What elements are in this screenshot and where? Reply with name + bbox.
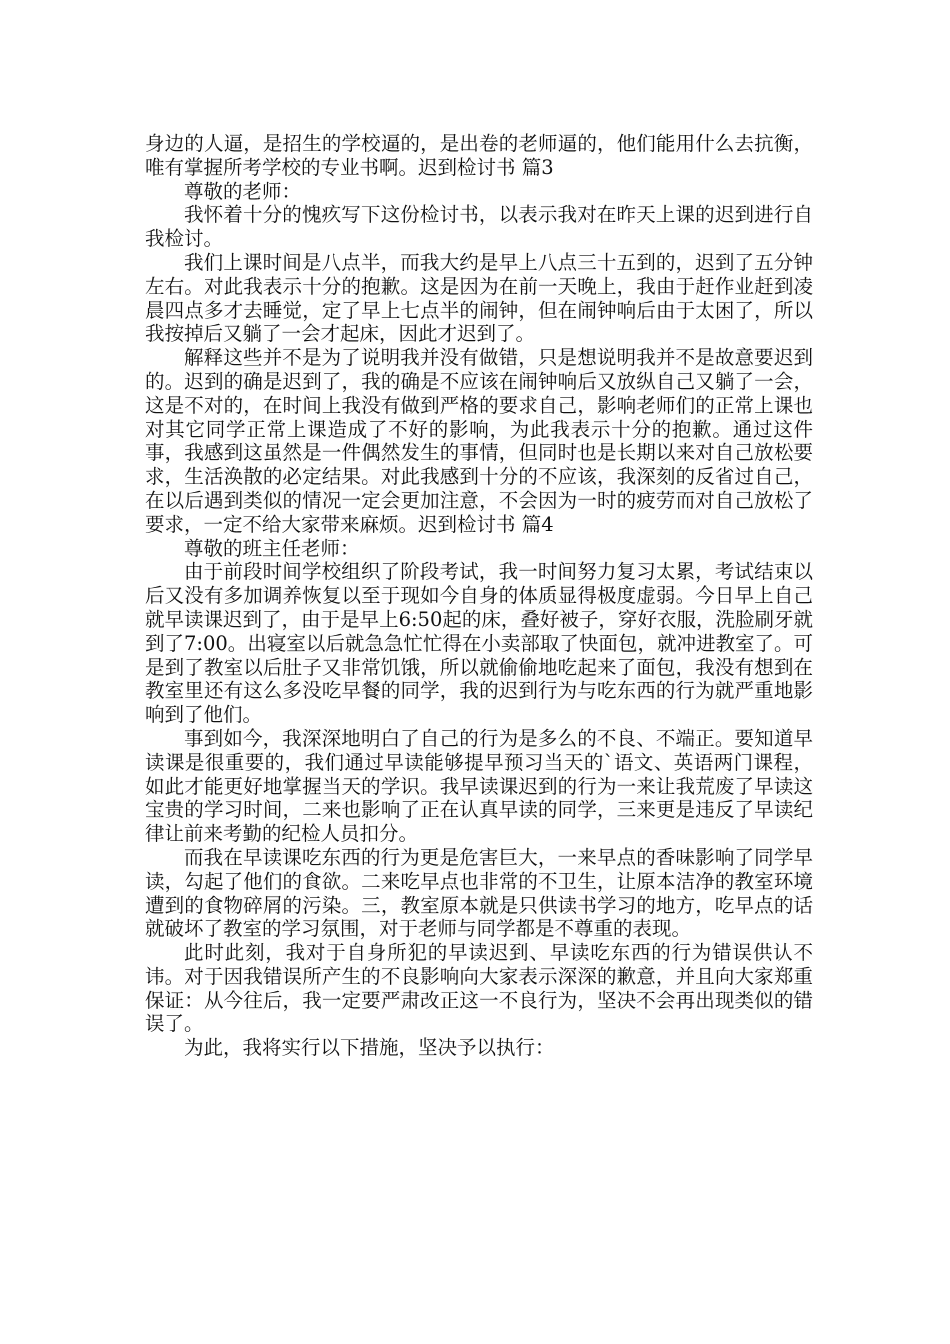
paragraph-7: 由于前段时间学校组织了阶段考试，我一时间努力复习太累，考试结束以后又没有多加调养恢复以至于现如今自身的体质显得极度虚弱。今日早上自己就早读课迟到了，由于是早上6:50起的床，叠好被子，穿好衣服，洗脸刷牙就到了7:00。出寝室以后就急急忙忙得在小卖部取了快面包，就冲进教室了。可是到了教室以后肚子又非常饥饿，所以就偷偷地吃起来了面包，我没有想到在教室里还有这么多没吃早餐的同学，我的迟到行为与吃东西的行为就严重地影响到了他们。 [145, 560, 813, 727]
greeting-teacher: 尊敬的老师： [184, 179, 302, 203]
document-page [145, 132, 813, 1060]
paragraph-8: 事到如今，我深深地明白了自己的行为是多么的不良、不端正。要知道早读课是很重要的，我们通过早读能够提早预习当天的`语文、英语两门课程，如此才能更好地掌握当天的学识。我早读课迟到的行为一来让我荒废了早读这宝贵的学习时间，二来也影响了正在认真早读的同学，三来更是违反了早读纪律让前来考勤的纪检人员扣分。 [145, 726, 813, 846]
paragraph-10: 此时此刻，我对于自身所犯的早读迟到、早读吃东西的行为错误供认不讳。对于因我错误所产生的不良影响向大家表示深深的歉意，并且向大家郑重保证：从今往后，我一定要严肃改正这一不良行为，坚决不会再出现类似的错误了。 [145, 941, 813, 1036]
paragraph-1: 身边的人逼，是招生的学校逼的，是出卷的老师逼的，他们能用什么去抗衡，唯有掌握所考学校的专业书啊。迟到检讨书 篇3 [145, 132, 813, 179]
paragraph-9: 而我在早读课吃东西的行为更是危害巨大，一来早点的香味影响了同学早读，勾起了他们的食欲。二来吃早点也非常的不卫生，让原本洁净的教室环境遭到的食物碎屑的污染。三，教室原本就是只供读书学习的地方，吃早点的话就破坏了教室的学习氛围，对于老师与同学都是不尊重的表现。 [145, 845, 813, 941]
greeting-head-teacher: 尊敬的班主任老师： [184, 536, 360, 560]
paragraph-4: 我们上课时间是八点半，而我大约是早上八点三十五到的，迟到了五分钟左右。对此我表示十分的抱歉。这是因为在前一天晚上，我由于赶作业赶到凌晨四点多才去睡觉，定了早上七点半的闹钟，但在闹钟响后由于太困了，所以我按掉后又躺了一会才起床，因此才迟到了。 [145, 250, 813, 346]
paragraph-11: 为此，我将实行以下措施，坚决予以执行： [184, 1036, 555, 1060]
paragraph-5: 解释这些并不是为了说明我并没有做错，只是想说明我并不是故意要迟到的。迟到的确是迟到了，我的确是不应该在闹钟响后又放纵自己又躺了一会，这是不对的，在时间上我没有做到严格的要求自己，影响老师们的正常上课也对其它同学正常上课造成了不好的影响，为此我表示十分的抱歉。通过这件事，我感到这虽然是一件偶然发生的事情，但同时也是长期以来对自己放松要求，生活涣散的必定结果。对此我感到十分的不应该，我深刻的反省过自己，在以后遇到类似的情况一定会更加注意，不会因为一时的疲劳而对自己放松了要求，一定不给大家带来麻烦。迟到检讨书 篇4 [145, 346, 813, 536]
paragraph-3: 我怀着十分的愧疚写下这份检讨书，以表示我对在昨天上课的迟到进行自我检讨。 [145, 203, 813, 251]
